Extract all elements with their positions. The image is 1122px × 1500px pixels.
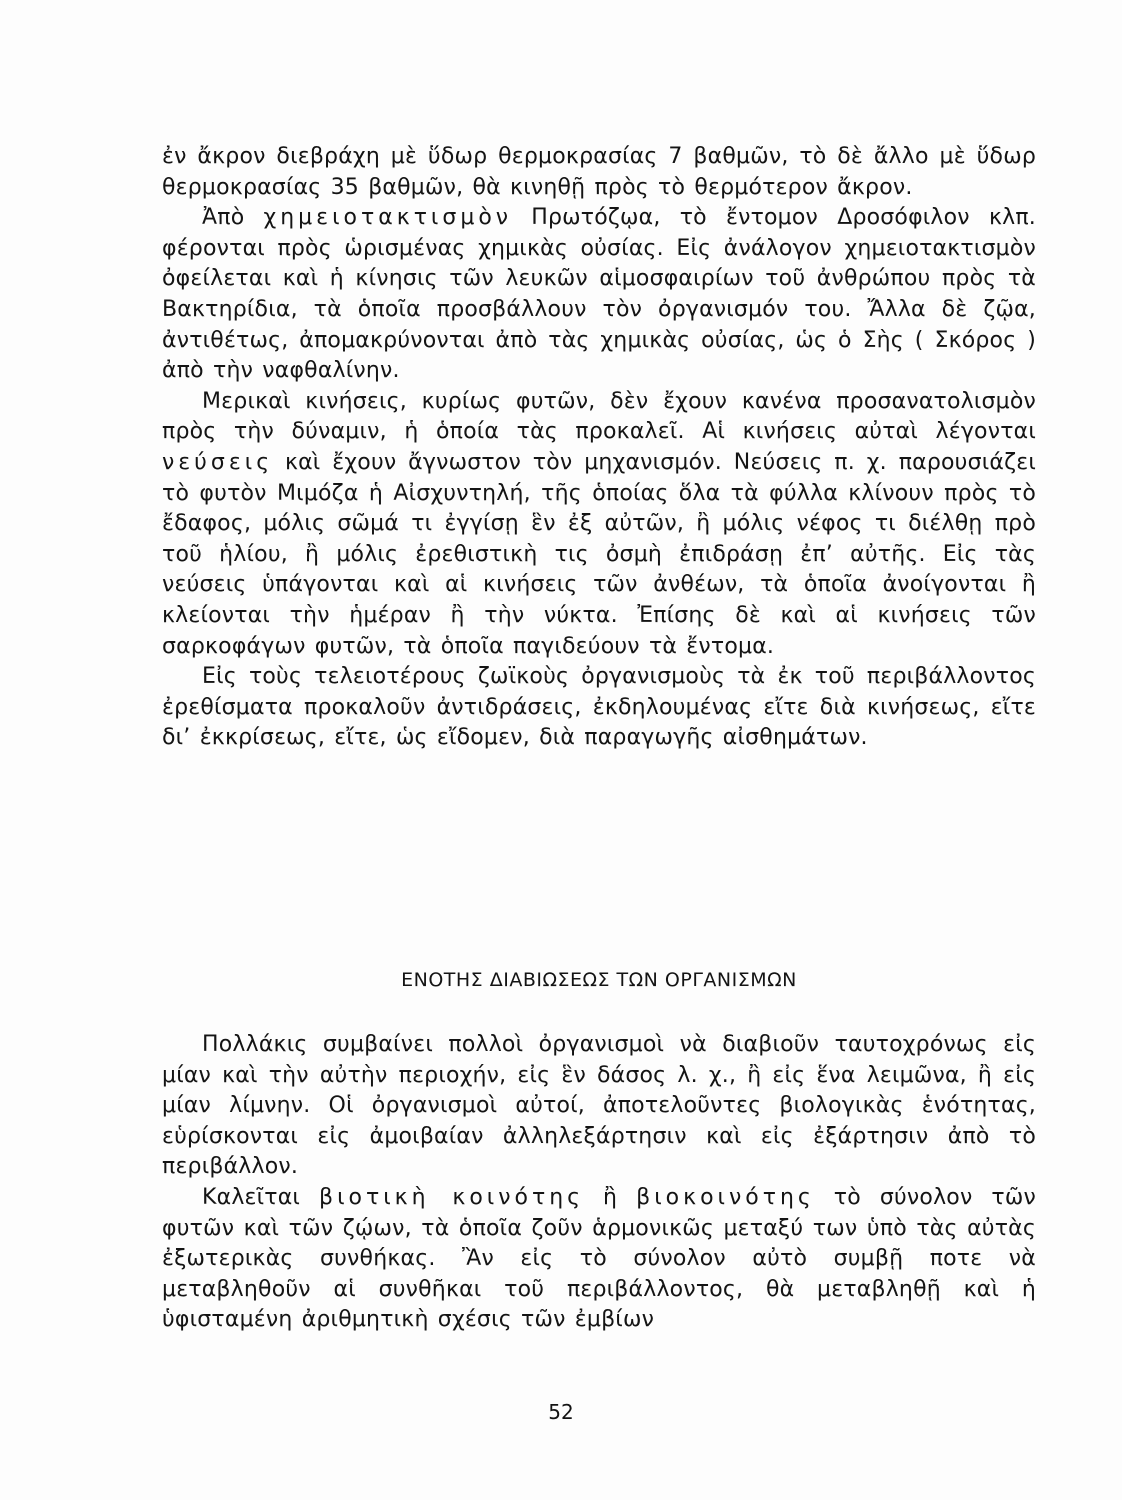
text-segment: Πολλάκις συμβαίνει πολλοὶ ὀργανισμοὶ νὰ διαβιοῦν ταυτοχρόνως εἰς μίαν καὶ τὴν αὐτὴν περιοχήν, εἰς ἓν δάσος λ. χ., ἢ εἰς ἕνα λειμῶνα, ἢ εἰς μίαν λίμνην. Οἱ ὀργανισμοὶ αὐτοί, ἀποτελοῦντες βιολογικὰς ἑνότητας, εὑρίσκονται εἰς ἀμοιβαίαν ἀλληλεξάρτησιν καὶ εἰς ἐξάρτησιν ἀπὸ τὸ περιβάλλον. bbox=[162, 1032, 1036, 1180]
text-segment: ἢ bbox=[584, 1184, 637, 1210]
spaced-term: βιοτικὴ κοινότης bbox=[319, 1184, 585, 1210]
text-segment: Μερικαὶ κινήσεις, κυρίως φυτῶν, δὲν ἔχουν κανένα προσανατολισμὸν πρὸς τὴν δύναμιν, ἡ ὁποία τὰς προκαλεῖ. Αἱ κινήσεις αὐταὶ λέγονται bbox=[162, 388, 1036, 445]
paragraph-coexistence bbox=[162, 1030, 1036, 1183]
spaced-term: νεύσεις bbox=[162, 449, 274, 475]
top-text-block bbox=[162, 142, 1036, 754]
bottom-text-block bbox=[162, 1030, 1036, 1336]
paragraph-nastic-movements bbox=[162, 387, 1036, 662]
text-segment: καὶ ἔχουν ἄγνωστον τὸν μηχανισμόν. Νεύσεις π. χ. παρουσιάζει τὸ φυτὸν Μιμόζα ἡ Αἰσχυντηλή, τῆς ὁποίας ὅλα τὰ φύλλα κλίνουν πρὸς τὸ ἔδαφος, μόλις σῶμά τι ἐγγίσῃ ἓν ἐξ αὐτῶν, ἢ μόλις νέφος τι διέλθῃ πρὸ τοῦ ἡλίου, ἢ μόλις ἐρεθιστικὴ τις ὀσμὴ ἐπιδράσῃ ἐπ’ αὐτῆς. Εἰς τὰς νεύσεις ὑπάγονται καὶ αἱ κινήσεις τῶν ἀνθέων, τὰ ὁποῖα ἀνοίγονται ἢ κλείονται τὴν ἡμέραν ἢ τὴν νύκτα. Ἐπίσης δὲ καὶ αἱ κινήσεις τῶν σαρκοφάγων φυτῶν, τὰ ὁποῖα παγιδεύουν τὰ ἔντομα. bbox=[162, 449, 1036, 659]
paragraph-biocoenosis bbox=[162, 1183, 1036, 1336]
paragraph-higher-organisms bbox=[162, 662, 1036, 754]
text-segment: Εἰς τοὺς τελειοτέρους ζωϊκοὺς ὀργανισμοὺς τὰ ἐκ τοῦ περιβάλλοντος ἐρεθίσματα προκαλοῦν ἀντιδράσεις, ἐκδηλουμένας εἴτε διὰ κινήσεως, εἴτε δι’ ἐκκρίσεως, εἴτε, ὡς εἴδομεν, διὰ παραγωγῆς αἰσθημάτων. bbox=[162, 664, 1036, 751]
page-number: 52 bbox=[548, 1400, 574, 1424]
text-segment: Καλεῖται bbox=[202, 1184, 320, 1210]
paragraph-continuation bbox=[162, 142, 1036, 203]
spaced-term: χημειοτακτισμὸν bbox=[263, 205, 513, 231]
text-segment: Ἀπὸ bbox=[202, 205, 264, 231]
spaced-term: βιοκοινότης bbox=[636, 1184, 815, 1210]
paragraph-chemotaxis bbox=[162, 203, 1036, 387]
section-heading: ΕΝΟΤΗΣ ΔΙΑΒΙΩΣΕΩΣ ΤΩΝ ΟΡΓΑΝΙΣΜΩΝ bbox=[401, 969, 797, 991]
text-segment: τὸ σύνολον τῶν φυτῶν καὶ τῶν ζῴων, τὰ ὁποῖα ζοῦν ἁρμονικῶς μεταξύ των ὑπὸ τὰς αὐτὰς ἐξωτερικὰς συνθήκας. Ἂν εἰς τὸ σύνολον αὐτὸ συμβῇ ποτε νὰ μεταβληθοῦν αἱ συνθῆκαι τοῦ περιβάλλοντος, θὰ μεταβληθῇ καὶ ἡ ὑφισταμένη ἀριθμητικὴ σχέσις τῶν ἐμβίων bbox=[162, 1184, 1036, 1333]
text-segment: ἐν ἄκρον διεβράχη μὲ ὕδωρ θερμοκρασίας 7 βαθμῶν, τὸ δὲ ἄλλο μὲ ὕδωρ θερμοκρασίας 35 βαθμῶν, θὰ κινηθῇ πρὸς τὸ θερμότερον ἄκρον. bbox=[162, 144, 1036, 200]
text-segment: Πρωτόζῳα, τὸ ἔντομον Δροσόφιλον κλπ. φέρονται πρὸς ὡρισμένας χημικὰς οὐσίας. Εἰς ἀνάλογον χημειοτακτισμὸν ὀφείλεται καὶ ἡ κίνησις τῶν λευκῶν αἱμοσφαιρίων τοῦ ἀνθρώπου πρὸς τὰ Βακτηρίδια, τὰ ὁποῖα προσβάλλουν τὸν ὀργανισμόν του. Ἄλλα δὲ ζῷα, ἀντιθέτως, ἀπομακρύνονται ἀπὸ τὰς χημικὰς οὐσίας, ὡς ὁ Σὴς ( Σκόρος ) ἀπὸ τὴν ναφθαλίνην. bbox=[162, 205, 1036, 384]
